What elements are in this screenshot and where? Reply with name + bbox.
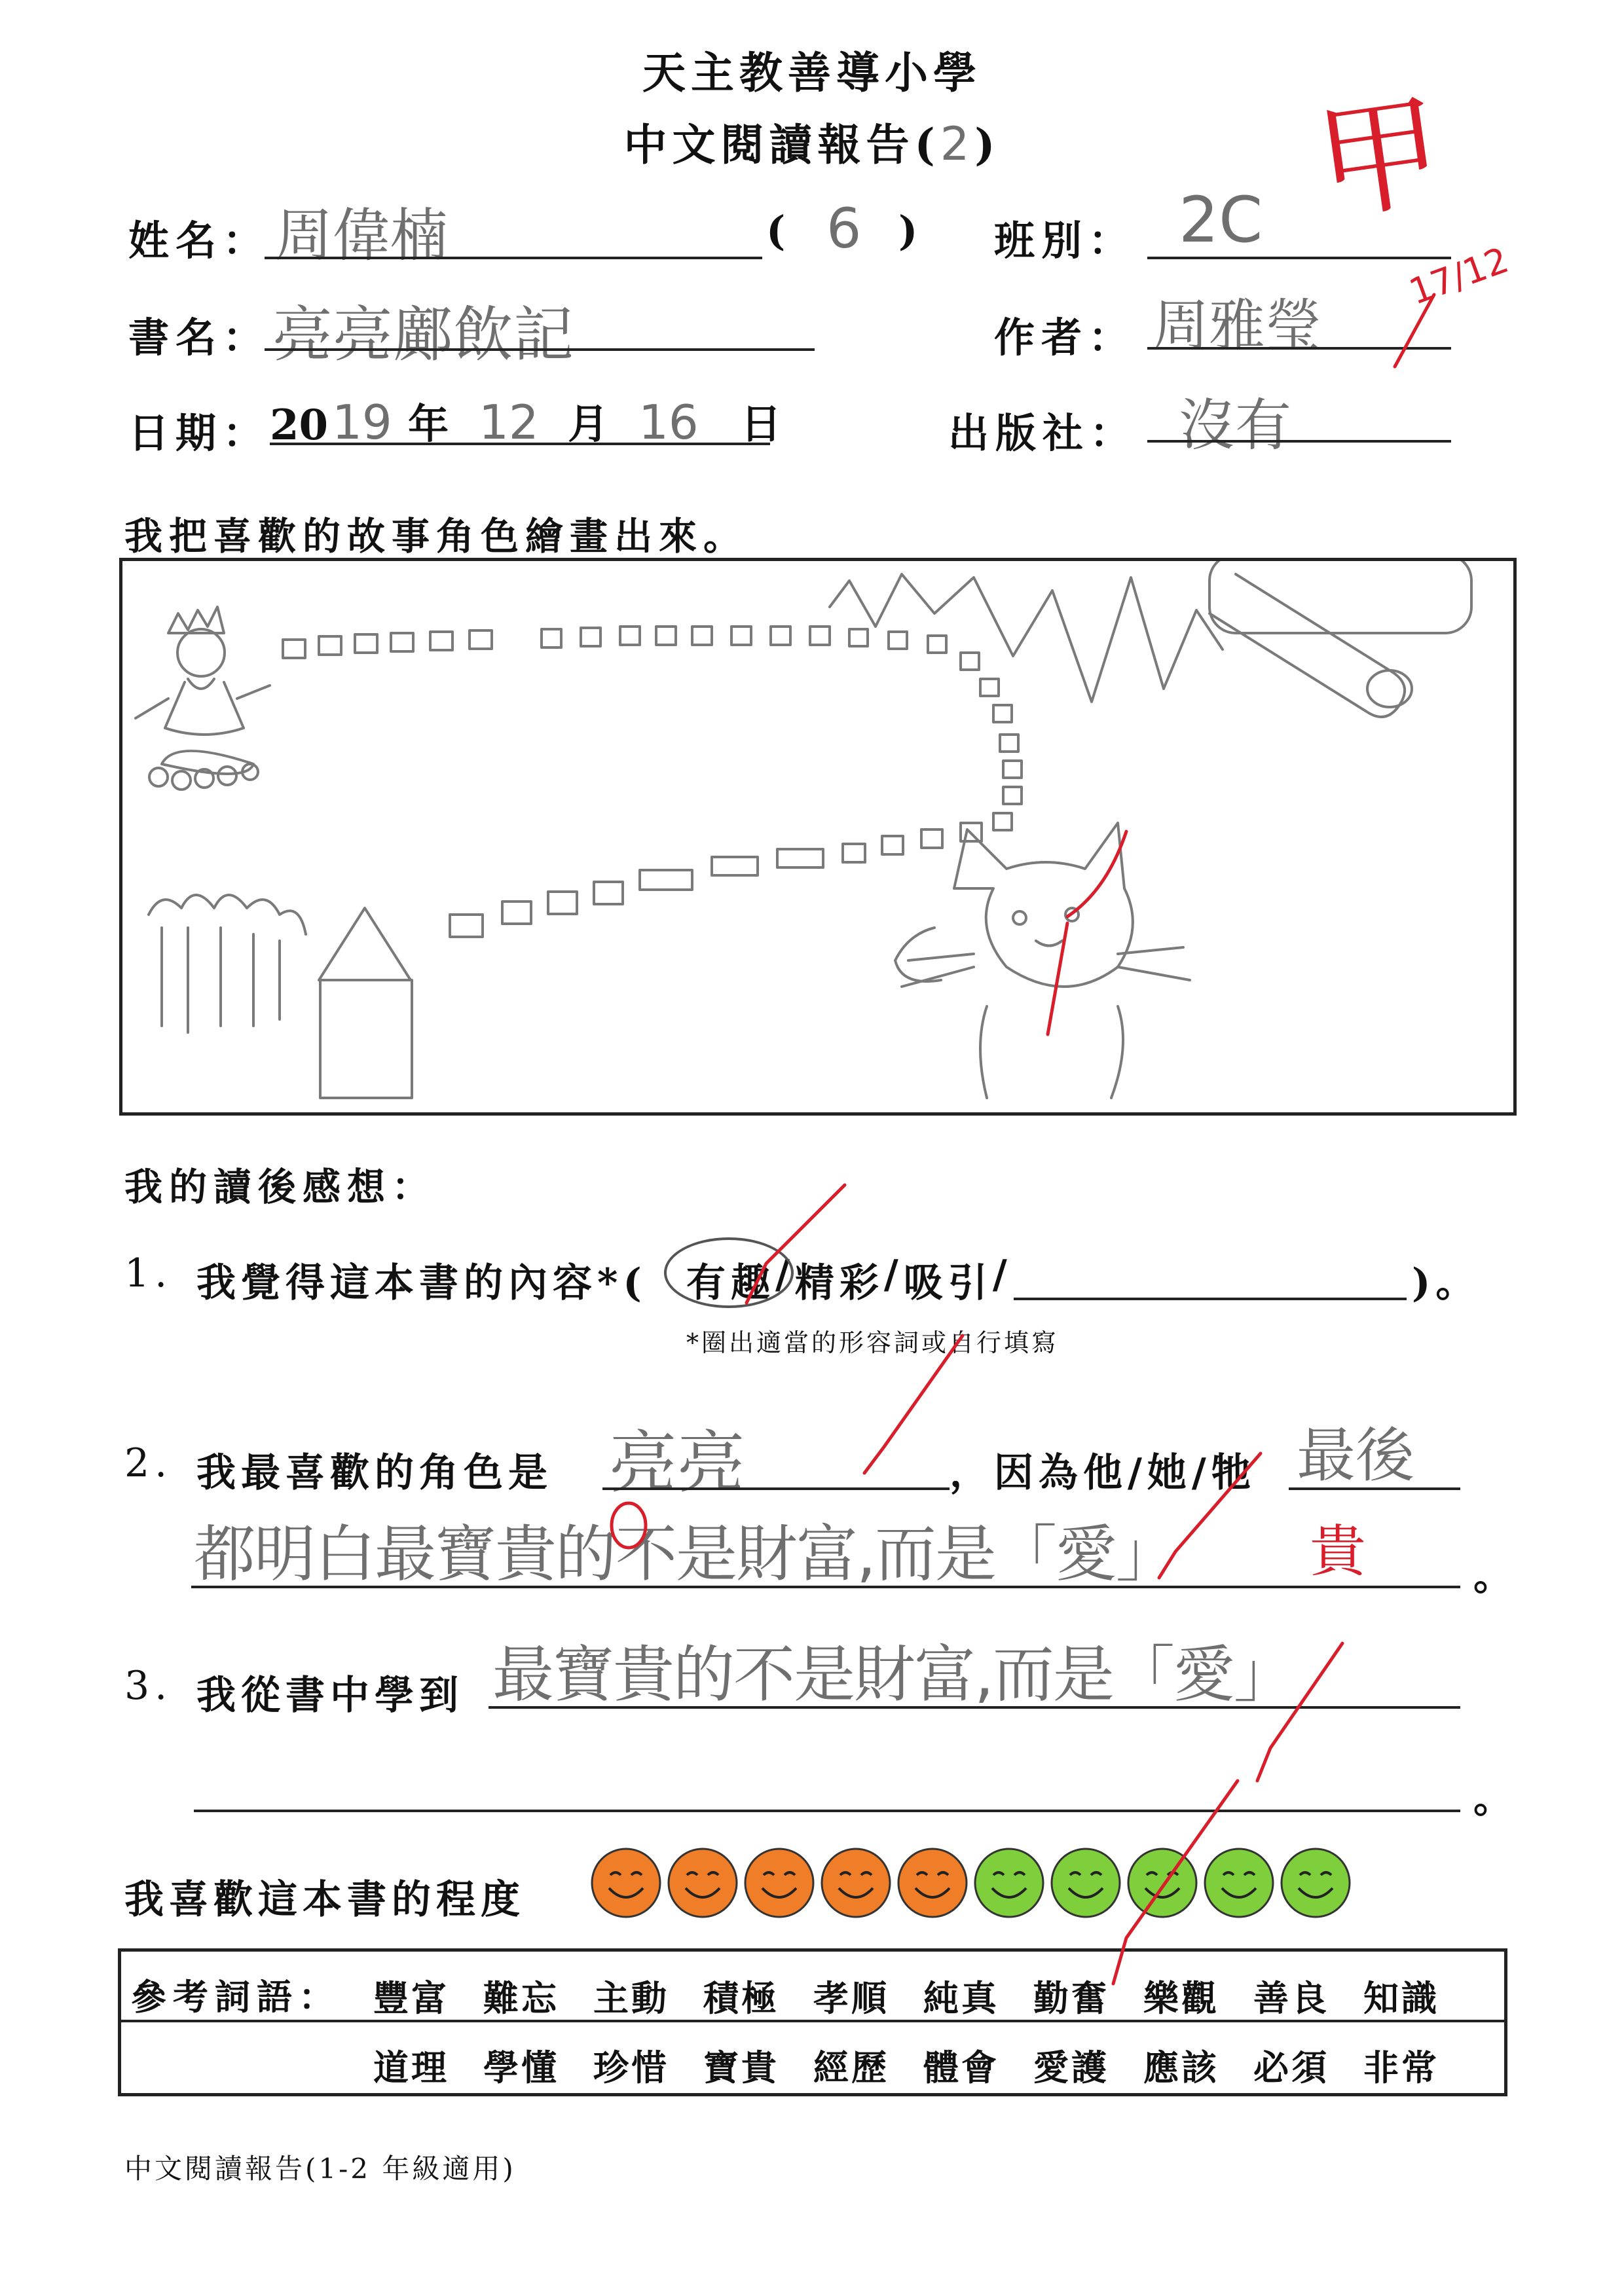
name-label: 姓名： (128, 217, 270, 264)
date-day-value: 16 (638, 395, 699, 450)
reference-word: 善良 (1253, 1977, 1329, 2019)
q3-text: 我從書中學到 (196, 1673, 464, 1719)
rating-face-icon (589, 1846, 663, 1920)
rating-face-icon (1202, 1846, 1276, 1920)
q3-underline-2 (194, 1810, 1460, 1812)
rating-face-icon (1049, 1846, 1122, 1920)
q1-note: *圈出適當的形容詞或自行填寫 (686, 1328, 1060, 1357)
date-year-prefix: 20 (270, 401, 329, 450)
q3-underline-1 (489, 1706, 1460, 1709)
reference-words-row-2 (373, 2040, 1439, 2090)
report-number: 2 (940, 117, 975, 171)
date-label: 日期： (128, 409, 270, 457)
cat-figure (895, 823, 1190, 1098)
q2-because: ，因為他/她/牠 (950, 1450, 1256, 1496)
q1-options: 有趣 / 精彩 / 吸引 / (686, 1252, 1012, 1308)
reference-word: 寶貴 (703, 2047, 779, 2088)
reference-word: 經歷 (813, 2047, 889, 2088)
reference-words-label: 參考詞語： (131, 1976, 341, 2018)
reference-word: 學懂 (483, 2047, 559, 2088)
q1-option-1: 有趣 (686, 1260, 775, 1306)
q2-number: 2. (124, 1440, 173, 1486)
stepping-stones (283, 627, 1022, 937)
publisher-label: 出版社： (948, 409, 1137, 457)
author-label: 作者： (994, 314, 1136, 361)
reference-word: 主動 (593, 1977, 669, 2019)
q1-underline (1014, 1298, 1407, 1300)
date-underline (270, 443, 770, 445)
class-no-open: ( (766, 207, 792, 255)
author-underline (1147, 347, 1451, 350)
q2-answer-underline (602, 1487, 950, 1490)
teacher-date: 17/12 (1403, 239, 1514, 313)
reference-word: 非常 (1363, 2047, 1439, 2088)
rating-label: 我喜歡這本書的程度 (124, 1877, 525, 1923)
date-month-unit: 月 (568, 400, 609, 448)
q2-reason-1: 最後 (1297, 1421, 1414, 1490)
name-underline (265, 257, 762, 259)
name-value: 周偉楠 (275, 202, 449, 269)
reflection-heading: 我的讀後感想： (124, 1165, 437, 1209)
bushes (149, 895, 306, 1032)
flashlight (1209, 561, 1471, 717)
princess-figure (136, 607, 270, 790)
rating-face-icon (896, 1846, 969, 1920)
q1-text: 我覺得這本書的內容*( (196, 1260, 647, 1306)
class-no-value: 6 (826, 196, 862, 261)
class-label: 班別： (994, 217, 1136, 264)
reference-word: 體會 (923, 2047, 999, 2088)
publisher-value: 沒有 (1179, 393, 1291, 458)
q2-reason-2: 都明白最寶貴的不是財富,而是「愛」 (194, 1519, 1176, 1590)
q2-reason-underline-1 (1289, 1487, 1460, 1490)
reference-words-row-1 (373, 1971, 1439, 2021)
rating-faces (589, 1846, 1352, 1920)
q3-end: 。 (1473, 1776, 1518, 1822)
reference-word: 知識 (1363, 1977, 1439, 2019)
book-underline (265, 348, 815, 351)
q3-answer: 最寶貴的不是財富,而是「愛」 (492, 1639, 1294, 1711)
school-name: 天主教善導小學 (642, 47, 982, 98)
reference-word: 難忘 (483, 1977, 559, 2019)
q1-number: 1. (124, 1250, 173, 1296)
reference-word: 孝順 (813, 1977, 889, 2019)
child-drawing (122, 561, 1520, 1119)
publisher-underline (1147, 440, 1451, 443)
book-label: 書名： (128, 314, 270, 361)
date-year-value: 19 (332, 395, 392, 450)
rating-face-icon (1126, 1846, 1199, 1920)
teacher-grade: 甲 (1308, 78, 1452, 239)
reference-word: 道理 (373, 2047, 449, 2088)
date-value (270, 392, 781, 450)
class-no-close: ) (898, 207, 925, 255)
footer-text: 中文閱讀報告(1-2 年級適用) (124, 2153, 516, 2185)
reference-word: 珍惜 (593, 2047, 669, 2088)
rating-face-icon (666, 1846, 739, 1920)
q2-reason-underline-2 (191, 1586, 1460, 1588)
reference-word: 積極 (703, 1977, 779, 2019)
q2-end: 。 (1473, 1554, 1518, 1599)
report-title-text: 中文閱讀報告( (623, 119, 940, 170)
q2-answer: 亮亮 (609, 1423, 746, 1503)
date-month-value: 12 (479, 395, 539, 450)
drawing-box (119, 558, 1517, 1116)
reference-word: 應該 (1143, 2047, 1219, 2088)
teacher-correction: 貴 (1310, 1519, 1366, 1584)
author-value: 周雅瑩 (1153, 293, 1321, 359)
q1-close: )。 (1412, 1260, 1481, 1306)
q1-option-3: 吸引 (903, 1260, 993, 1306)
q3-number: 3. (124, 1663, 173, 1709)
reference-word: 樂觀 (1143, 1977, 1219, 2019)
q1-option-2: 精彩 (794, 1260, 884, 1306)
reference-word: 純真 (923, 1977, 999, 2019)
book-value: 亮亮鄺飲記 (272, 300, 574, 370)
report-title-close: ) (974, 119, 1001, 170)
date-year-unit: 年 (408, 400, 449, 448)
class-underline (1147, 257, 1451, 259)
house (319, 908, 412, 1098)
q2-text: 我最喜歡的角色是 (196, 1450, 553, 1496)
reference-word: 愛護 (1033, 2047, 1109, 2088)
reference-word: 豐富 (373, 1977, 449, 2019)
rating-face-icon (819, 1846, 893, 1920)
rating-face-icon (972, 1846, 1046, 1920)
class-value: 2C (1179, 183, 1263, 257)
rating-face-icon (1279, 1846, 1352, 1920)
reference-word: 勤奮 (1033, 1977, 1109, 2019)
date-day-unit: 日 (741, 400, 782, 448)
rating-face-icon (743, 1846, 816, 1920)
drawing-prompt: 我把喜歡的故事角色繪畫出來。 (124, 514, 748, 558)
reference-word: 必須 (1253, 2047, 1329, 2088)
q1-selected-circle (664, 1237, 794, 1308)
